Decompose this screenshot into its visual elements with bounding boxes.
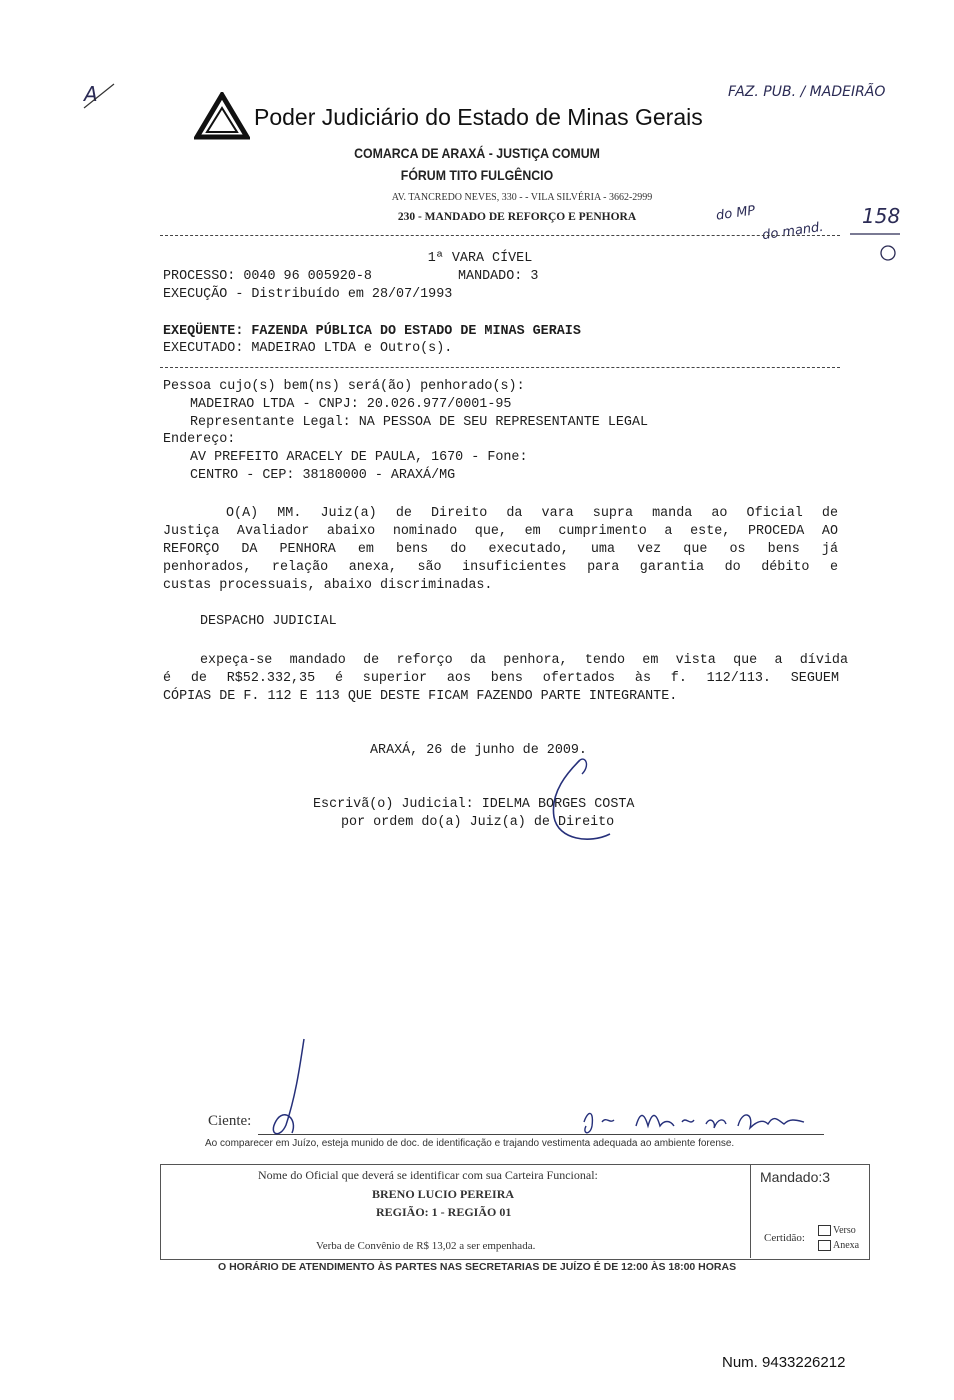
officer-signature [578, 1100, 818, 1140]
clerk-signature [540, 752, 620, 852]
party-representative: Representante Legal: NA PESSOA DE SEU REPRESENTANTE LEGAL [190, 415, 649, 430]
address-line-1: AV PREFEITO ARACELY DE PAULA, 1670 - Fone: [190, 450, 528, 465]
court-address: AV. TANCREDO NEVES, 330 - - VILA SILVÉRIA - 3662-2999 [391, 192, 653, 203]
order-line-5: custas processuais, abaixo discriminadas. [163, 578, 493, 593]
institution-title: Poder Judiciário do Estado de Minas Gerais [254, 104, 703, 130]
order-line-2: Justiça Avaliador abaixo nominado que, em cumprimento a este, PROCEDA AO [163, 524, 838, 539]
slash-mark [80, 78, 120, 118]
order-line-3: REFORÇO DA PENHORA em bens do executado, uma vez que os bens já [163, 542, 838, 557]
address-line-2: CENTRO - CEP: 38180000 - ARAXÁ/MG [190, 468, 456, 483]
order-of-judge: por ordem do(a) Juiz(a) de Direito [341, 815, 615, 830]
anexa-option: Anexa [818, 1240, 859, 1251]
despacho-line-2: é de R$52.332,35 é superior aos bens ofertados às f. 112/113. SEGUEM [163, 671, 839, 686]
mandado-number: MANDADO: 3 [458, 269, 539, 284]
handwritten-margin-note-2: do mand. [761, 219, 825, 244]
document-type: 230 - MANDADO DE REFORÇO E PENHORA [397, 211, 637, 223]
despacho-line-3: CÓPIAS DE F. 112 E 113 QUE DESTE FICAM FAZENDO PARTE INTEGRANTE. [163, 689, 678, 704]
mandado-box-label: Mandado:3 [760, 1169, 831, 1185]
despacho-heading: DESPACHO JUDICIAL [200, 614, 337, 629]
order-line-1: O(A) MM. Juiz(a) de Direito da vara supra manda ao Oficial de [226, 506, 838, 521]
vara-title: 1ª VARA CÍVEL [427, 251, 533, 266]
certidao-label: Certidão: [764, 1232, 805, 1244]
case-divider [160, 367, 840, 368]
officer-heading: Nome do Oficial que deverá se identificar com sua Carteira Funcional: [258, 1168, 598, 1182]
ciente-label: Ciente: [208, 1113, 252, 1129]
anexa-checkbox[interactable] [818, 1240, 831, 1251]
handwritten-mark-a: A [84, 82, 98, 106]
verba-note: Verba de Convênio de R$ 13,02 a ser empenhada. [316, 1240, 536, 1252]
processo-number: PROCESSO: 0040 96 005920-8 [163, 269, 372, 284]
comarca-title: COMARCA DE ARAXÁ - JUSTIÇA COMUM [354, 145, 600, 161]
handwritten-page-number: 158 [862, 204, 901, 228]
order-line-4: penhorados, relação anexa, são insuficientes para garantia do débito e [163, 560, 838, 575]
ciente-note: Ao comparecer em Juízo, esteja munido de doc. de identificação e trajando vestimenta adequada ao ambiente forense. [205, 1138, 735, 1149]
address-label: Endereço: [163, 432, 236, 447]
exequente-line: EXEQÜENTE: FAZENDA PÚBLICA DO ESTADO DE MINAS GERAIS [163, 324, 581, 339]
executado-line: EXECUTADO: MADEIRAO LTDA e Outro(s). [163, 341, 453, 356]
verso-option: Verso [818, 1225, 856, 1236]
ciente-signature-mark [262, 1035, 322, 1145]
clerk-name: Escrivã(o) Judicial: IDELMA BORGES COSTA [313, 797, 635, 812]
party-heading: Pessoa cujo(s) bem(ns) será(ão) penhorado(s): [163, 379, 525, 394]
office-hours: O HORÁRIO DE ATENDIMENTO ÀS PARTES NAS SECRETARIAS DE JUÍZO É DE 12:00 ÀS 18:00 HORAS [218, 1261, 737, 1273]
party-company: MADEIRAO LTDA - CNPJ: 20.026.977/0001-95 [190, 397, 512, 412]
triangle-logo-icon [194, 92, 250, 140]
forum-title: FÓRUM TITO FULGÊNCIO [400, 167, 554, 183]
despacho-line-1: expeça-se mandado de reforço da penhora, tendo em vista que a dívida [200, 653, 848, 668]
officer-region: REGIÃO: 1 - REGIÃO 01 [376, 1205, 512, 1219]
header-divider [160, 235, 840, 236]
handwritten-margin-note-1: do MP [715, 203, 757, 224]
place-date: ARAXÁ, 26 de junho de 2009. [370, 743, 587, 758]
execucao-line: EXECUÇÃO - Distribuído em 28/07/1993 [163, 287, 453, 302]
officer-box-divider [750, 1164, 751, 1258]
verso-checkbox[interactable] [818, 1225, 831, 1236]
officer-name: BRENO LUCIO PEREIRA [372, 1187, 515, 1201]
document-number: Num. 9433226212 [722, 1354, 846, 1371]
handwritten-top-right-note: FAZ. PUB. / MADEIRÃO [728, 84, 886, 100]
